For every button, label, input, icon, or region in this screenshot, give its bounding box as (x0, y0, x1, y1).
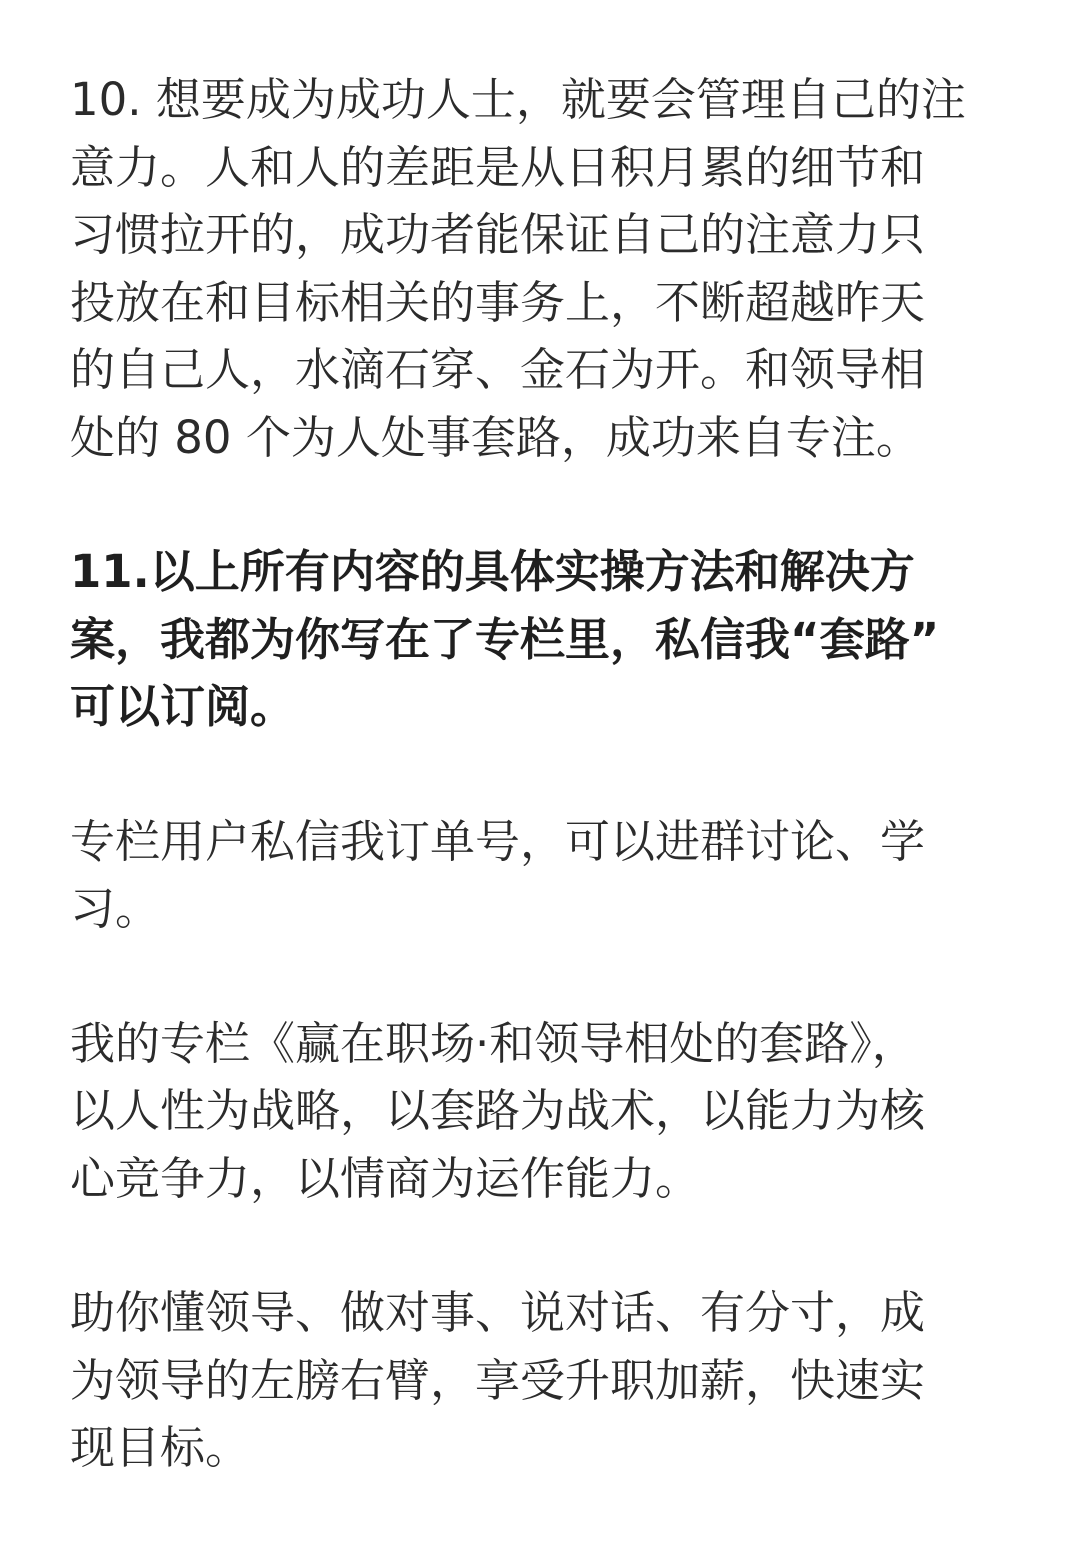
text-line: 现目标。 (70, 1421, 251, 1474)
text-line: 为领导的左膀右臂，享受升职加薪，快速实 (70, 1353, 926, 1407)
text-line: 习惯拉开的，成功者能保证自己的注意力只 (70, 208, 926, 261)
text-line: 以人性为战略，以套路为战术，以能力为核 (70, 1084, 926, 1137)
text-line: 11.以上所有内容的具体实操方法和解决方 (70, 545, 915, 598)
text-line: 意力。人和人的差距是从日积月累的细节和 (70, 140, 926, 194)
paragraph-benefits (70, 1279, 1010, 1482)
paragraph-column-intro (70, 1010, 1010, 1213)
paragraph-11-subscribe-callout (70, 538, 1010, 741)
text-line: 我的专栏《赢在职场·和领导相处的套路》， (70, 1016, 917, 1070)
text-line: 心竞争力，以情商为运作能力。 (70, 1151, 701, 1205)
text-line: 专栏用户私信我订单号，可以进群讨论、学 (70, 814, 926, 868)
paragraph-10-attention (70, 66, 1010, 471)
text-line: 案，我都为你写在了专栏里，私信我“套路” (70, 612, 940, 666)
article-body (70, 66, 1010, 1549)
text-line: 可以订阅。 (70, 680, 296, 733)
paragraph-group-join (70, 808, 1010, 943)
text-line: 投放在和目标相关的事务上，不断超越昨天 (70, 275, 926, 329)
text-line: 的自己人，水滴石穿、金石为开。和领导相 (70, 343, 926, 396)
text-line: 助你懂领导、做对事、说对话、有分寸，成 (70, 1286, 926, 1339)
text-line: 习。 (70, 882, 161, 935)
text-line: 处的 80 个为人处事套路，成功来自专注。 (70, 410, 921, 464)
text-line: 10. 想要成为成功人士，就要会管理自己的注 (70, 73, 966, 126)
